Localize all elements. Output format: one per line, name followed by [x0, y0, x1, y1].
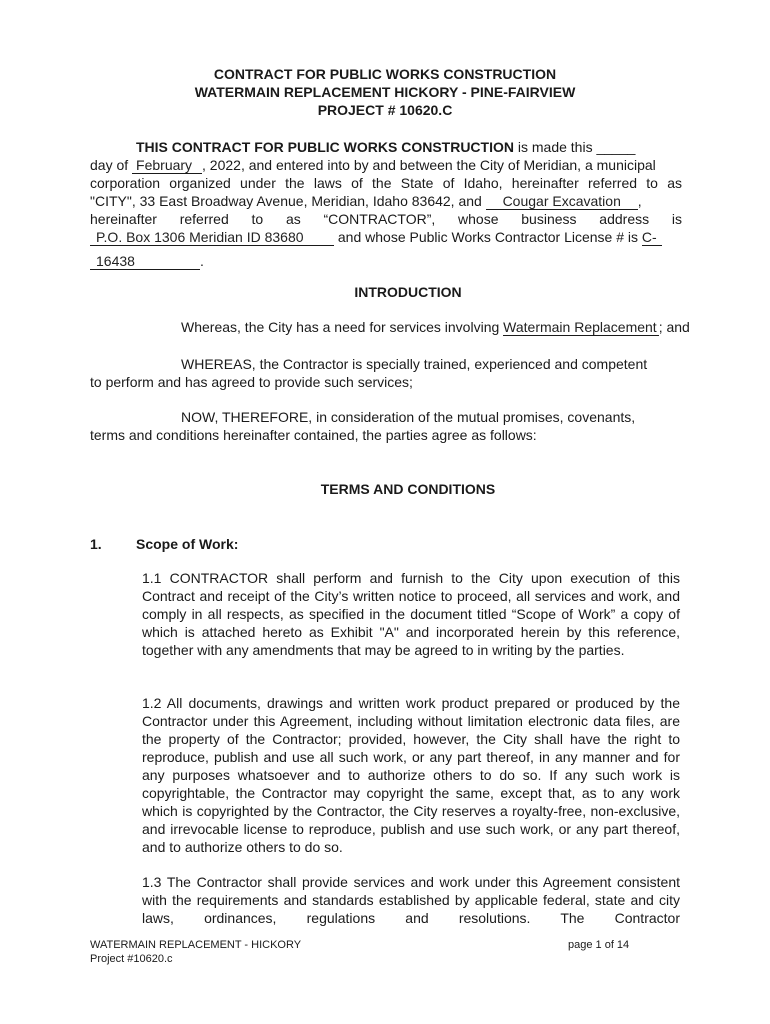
comma: , [637, 193, 642, 209]
day-of-label: day of [90, 157, 133, 173]
page-number: page 1 of 14 [568, 939, 630, 951]
section-1-number: 1. [90, 536, 102, 552]
preamble-line-1 [136, 138, 682, 156]
preamble-line-7 [90, 252, 390, 270]
service-field[interactable]: Watermain Replacement [503, 319, 657, 335]
whereas-2-line-2: to perform and has agreed to provide such services; [90, 374, 413, 390]
clause-1-3 [142, 873, 680, 927]
business-address-field[interactable]: P.O. Box 1306 Meridian ID 83680 [90, 229, 334, 246]
preamble-line-5: hereinafter referred to as “CONTRACTOR”, whose business address is [90, 211, 682, 227]
now-therefore-line-1: NOW, THEREFORE, in consideration of the mutual promises, covenants, [181, 409, 636, 425]
preamble-date-text: , 2022, and entered into by and between the City of Meridian, a municipal [202, 157, 656, 173]
preamble-lead-rest: is made this _____ [513, 139, 636, 155]
month-field[interactable]: February [132, 157, 202, 174]
whereas-1-text: Whereas, the City has a need for services involving [181, 319, 504, 335]
period: . [200, 253, 204, 269]
license-text: and whose Public Works Contractor License # is [334, 229, 642, 245]
license-number-field[interactable]: 16438 [90, 253, 200, 270]
footer-left-line-1: WATERMAIN REPLACEMENT - HICKORY [90, 939, 302, 951]
preamble-lead: THIS CONTRACT FOR PUBLIC WORKS CONSTRUCTION [136, 139, 514, 155]
title-line-3: PROJECT # 10620.C [317, 102, 453, 118]
clause-1-1-text: 1.1 CONTRACTOR shall perform and furnish to the City upon execution of this Contract and receipt of the City’s written notice to proceed, all services and work, and comply in all respects, as specified in the document titled “Scope of Work” a copy of which is attached hereto as Exhibit "A" and incorporated herein by this reference, together with any amendments that may be agreed to in writing by the parties. [142, 570, 680, 658]
terms-heading: TERMS AND CONDITIONS [320, 481, 496, 497]
contractor-name-field[interactable]: Cougar Excavation [486, 193, 638, 210]
preamble-line-2 [90, 156, 682, 174]
preamble-line-6 [90, 228, 682, 246]
now-therefore-line-2: terms and conditions hereinafter contained, the parties agree as follows: [90, 427, 537, 443]
whereas-2-line-1: WHEREAS, the Contractor is specially trained, experienced and competent [181, 356, 648, 372]
clause-1-2-text: 1.2 All documents, drawings and written work product prepared or produced by the Contractor under this Agreement, including without limitation electronic data files, are the property of the Contractor; provided, however, the City shall have the right to reproduce, publish and use all such work, or any part thereof, in any manner and for any purposes whatsoever and to authorize others to do so. If any such work is copyrightable, the Contractor may copyright the same, except that, as to any work which is copyrighted by the Contractor, the City reserves a royalty-free, non-exclusive, and irrevocable license to reproduce, publish and use such work, or any part thereof, and to authorize others to do so. [142, 695, 680, 855]
clause-1-1 [142, 569, 680, 659]
footer-left-line-2: Project #10620.c [90, 953, 173, 965]
clause-1-3-text: 1.3 The Contractor shall provide services and work under this Agreement consistent with the requirements and standards established by applicable federal, state and city laws, ordinances, regulations and resolutions. The Contractor [142, 874, 680, 926]
city-address-text: "CITY", 33 East Broadway Avenue, Meridian, Idaho 83642, and [90, 193, 486, 209]
section-1-title: Scope of Work: [136, 536, 239, 552]
title-line-2: WATERMAIN REPLACEMENT HICKORY - PINE-FAIRVIEW [194, 84, 576, 100]
whereas-1 [181, 318, 690, 336]
license-prefix-field[interactable]: C- [642, 229, 662, 246]
clause-1-2 [142, 694, 680, 856]
introduction-heading: INTRODUCTION [354, 284, 462, 300]
whereas-1-end: ; and [658, 319, 690, 335]
preamble-line-4 [90, 192, 682, 210]
title-line-1: CONTRACT FOR PUBLIC WORKS CONSTRUCTION [213, 66, 557, 82]
preamble-line-3: corporation organized under the laws of the State of Idaho, hereinafter referred to as [90, 175, 682, 191]
